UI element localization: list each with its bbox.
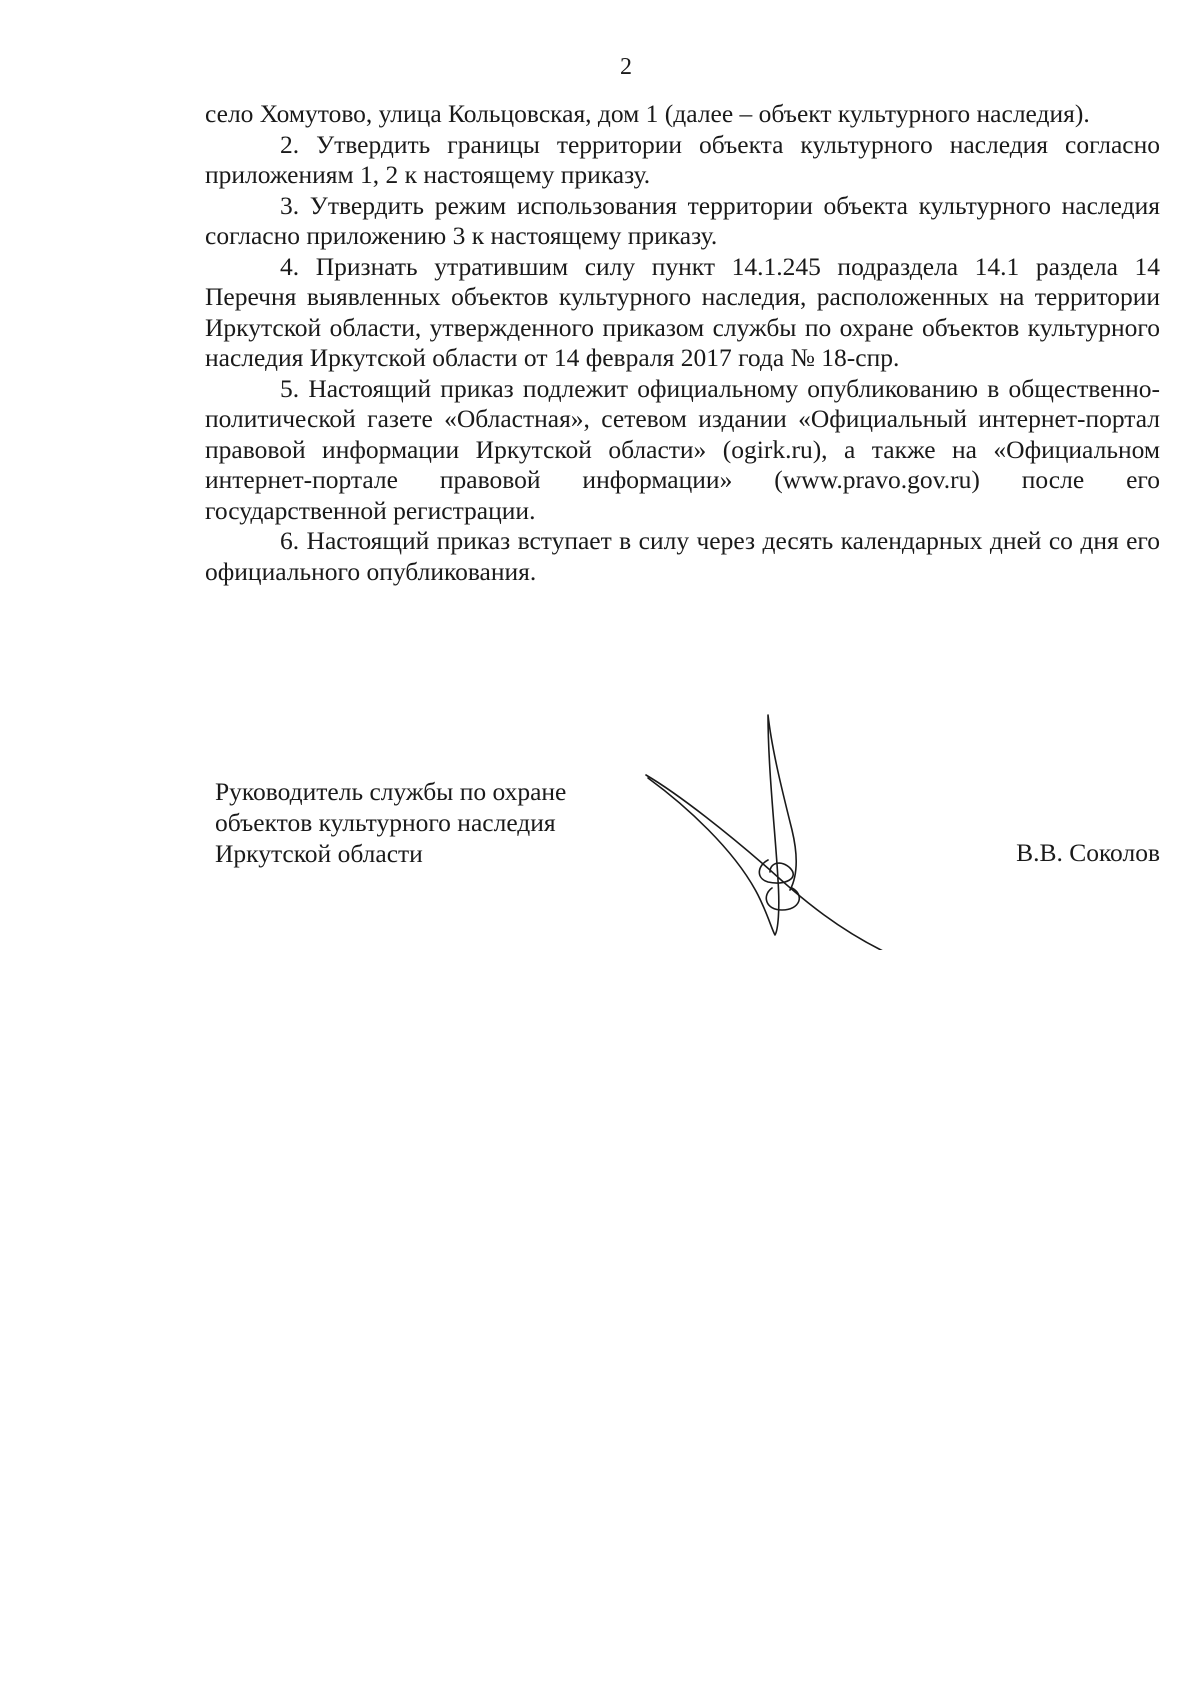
paragraph-item-2: 2. Утвердить границы территории объекта культурного наследия согласно приложениям 1, 2 к настоящему приказу. — [205, 129, 1160, 189]
signer-position — [215, 776, 566, 869]
signer-position-line: Руководитель службы по охране — [215, 777, 567, 806]
signer-position-line: Иркутской области — [215, 839, 423, 868]
paragraph-item-5: 5. Настоящий приказ подлежит официальному опубликованию в общественно-политической газете «Областная», сетевом издании «Официальный интернет-портал правовой информации Иркутской области» (ogirk.ru), а также на «Официальном интернет-портале правовой информации» (www.pravo.gov.ru) после его государственной регистрации. — [205, 373, 1160, 525]
signer-name: В.В. Соколов — [1016, 838, 1160, 867]
paragraph-continuation: село Хомутово, улица Кольцовская, дом 1 (далее – объект культурного наследия). — [205, 99, 1090, 128]
paragraph-item-3: 3. Утвердить режим использования территории объекта культурного наследия согласно приложению 3 к настоящему приказу. — [205, 190, 1160, 250]
paragraph-item-6: 6. Настоящий приказ вступает в силу через десять календарных дней со дня его официального опубликования. — [205, 526, 1160, 586]
handwritten-signature — [640, 710, 890, 950]
signer-position-line: объектов культурного наследия — [215, 808, 556, 837]
paragraph-item-4: 4. Признать утратившим силу пункт 14.1.245 подраздела 14.1 раздела 14 Перечня выявленных объектов культурного наследия, расположенных на территории Иркутской области, утвержденного приказом службы по охране объектов культурного наследия Иркутской области от 14 февраля 2017 года № 18-спр. — [205, 251, 1160, 372]
page-number: 2 — [620, 54, 632, 80]
document-body — [205, 99, 1160, 587]
